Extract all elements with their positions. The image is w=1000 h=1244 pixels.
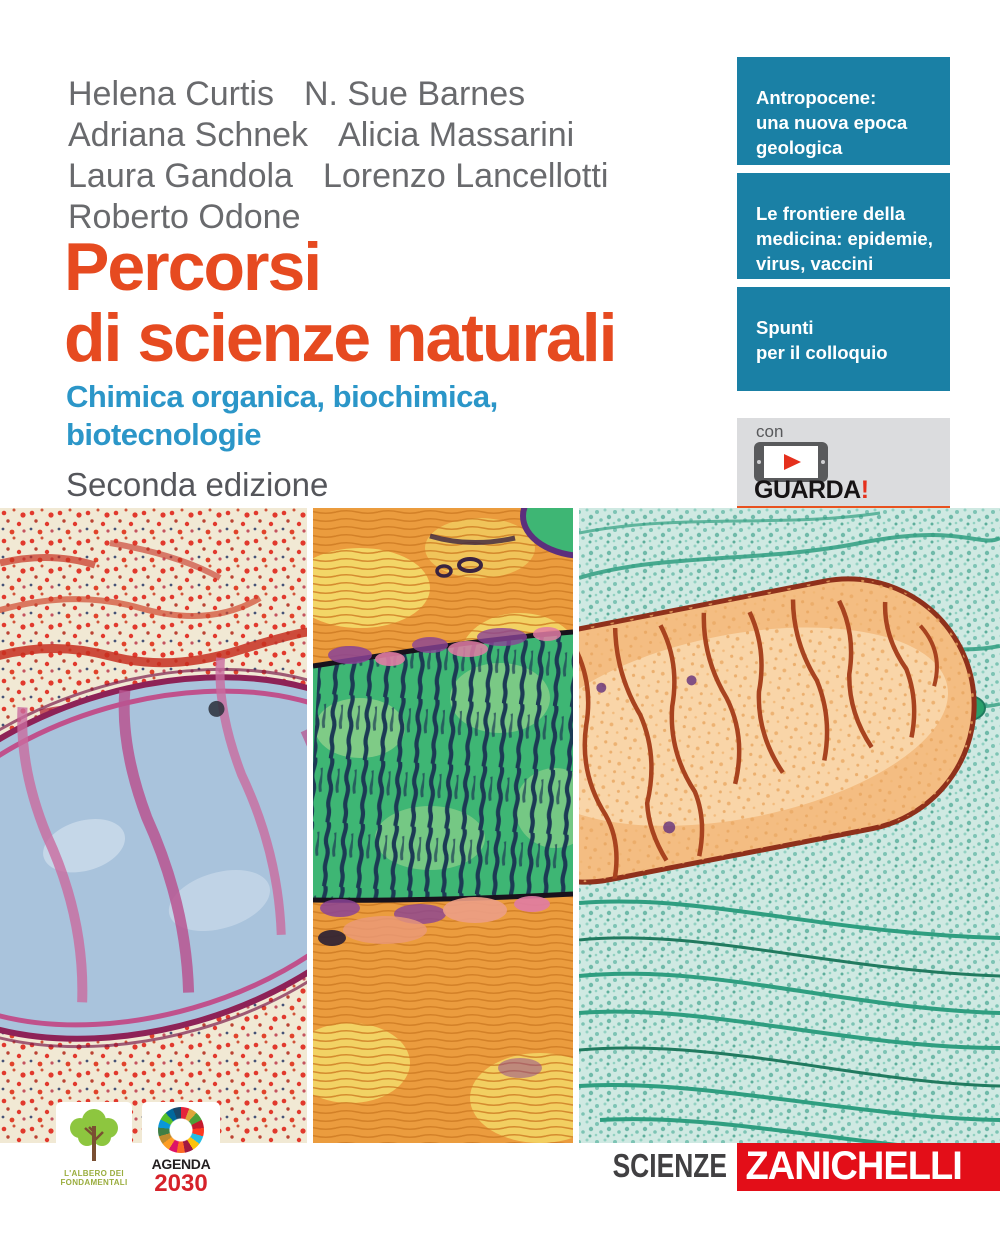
albero-fondamentali-logo bbox=[56, 1102, 132, 1204]
author-name: Lorenzo Lancellotti bbox=[322, 157, 609, 195]
tree-logo-caption: L'ALBERO DEI FONDAMENTALI bbox=[60, 1169, 128, 1187]
author-line bbox=[68, 156, 608, 197]
publisher-name: ZANICHELLI bbox=[745, 1144, 962, 1188]
book-subtitle-line2: biotecnologie bbox=[66, 417, 261, 452]
electron-micrograph-image bbox=[0, 508, 1000, 1143]
topic-line: virus, vaccini bbox=[756, 253, 874, 274]
author-name: Alicia Massarini bbox=[338, 116, 575, 154]
topic-line: Antropocene: bbox=[756, 87, 877, 108]
author-name: N. Sue Barnes bbox=[303, 75, 526, 113]
author-name: Helena Curtis bbox=[68, 75, 274, 113]
series-label: SCIENZE bbox=[612, 1147, 727, 1184]
book-title bbox=[64, 229, 616, 376]
topic-line: Le frontiere della bbox=[756, 203, 906, 224]
agenda-year: 2030 bbox=[154, 1170, 208, 1197]
author-line bbox=[68, 74, 608, 115]
topic-line: Spunti bbox=[756, 317, 814, 338]
topic-box-spunti-colloquio bbox=[737, 287, 950, 391]
topic-line: per il colloquio bbox=[756, 342, 888, 363]
guarda-con-label: con bbox=[756, 422, 784, 441]
topic-box-frontiere-medicina bbox=[737, 173, 950, 279]
guarda-app-badge bbox=[737, 418, 950, 506]
book-title-line2: di scienze naturali bbox=[64, 300, 616, 376]
authors-block bbox=[68, 74, 608, 238]
topic-line: una nuova epoca bbox=[756, 112, 908, 133]
book-title-line1: Percorsi bbox=[64, 229, 321, 305]
author-line bbox=[68, 115, 608, 156]
tree-icon bbox=[64, 1106, 124, 1164]
agenda-title: AGENDA bbox=[151, 1156, 211, 1172]
guarda-label: GUARDA! bbox=[754, 476, 869, 504]
topic-line: medicina: epidemie, bbox=[756, 228, 933, 249]
publisher-logo bbox=[737, 1143, 1000, 1191]
author-name: Adriana Schnek bbox=[68, 116, 309, 154]
topic-box-antropocene bbox=[737, 57, 950, 165]
book-subtitle-line1: Chimica organica, biochimica, bbox=[66, 379, 498, 414]
book-subtitle bbox=[66, 378, 498, 454]
author-name: Roberto Odone bbox=[68, 198, 301, 236]
edition-label: Seconda edizione bbox=[66, 466, 329, 503]
author-name: Laura Gandola bbox=[68, 157, 293, 195]
topic-line: geologica bbox=[756, 137, 843, 158]
